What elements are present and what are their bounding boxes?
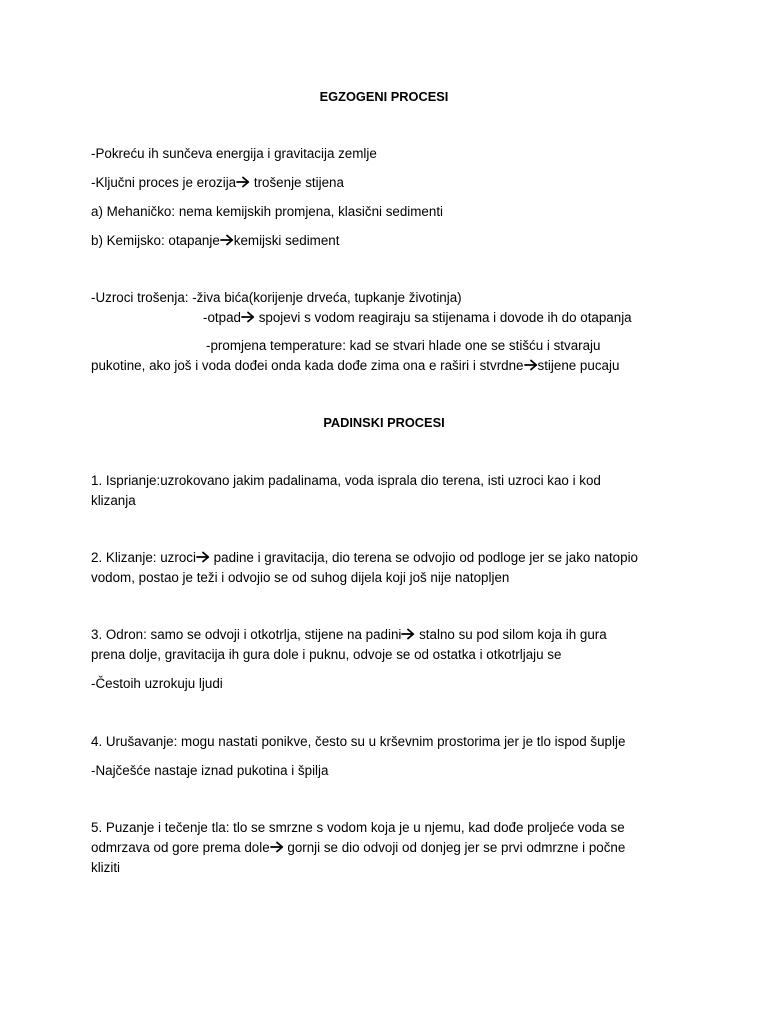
- pad-5-text-a: odmrzava od gore prema dole: [91, 840, 270, 855]
- egz-line-2-text-b: trošenje stijena: [250, 175, 344, 190]
- pad-1-line-2: klizanja: [91, 493, 136, 508]
- pad-3-line-2: prena dolje, gravitacija ih gura dole i puknu, odvoje se od ostatka i otkotrljaju se: [91, 647, 562, 662]
- right-arrow-icon: [220, 234, 234, 246]
- egz-line-2-text-a: -Ključni proces je erozija: [91, 175, 237, 190]
- pad-3-text-a: 3. Odron: samo se odvoji i otkotrlja, stijene na padini: [91, 627, 402, 642]
- right-arrow-icon: [196, 551, 210, 563]
- pad-2-text-a: 2. Klizanje: uzroci: [91, 550, 196, 565]
- egz-line-5: -Uzroci trošenja: -živa bića(korijenje drveća, tupkanje životinja): [91, 290, 462, 305]
- pad-5-line-2: [91, 840, 625, 856]
- egz-line-3: a) Mehaničko: nema kemijskih promjena, klasični sedimenti: [91, 204, 444, 219]
- right-arrow-icon: [401, 628, 415, 640]
- right-arrow-icon: [236, 176, 250, 188]
- pad-1-line-1: 1. Isprianje:uzrokovano jakim padalinama, voda isprala dio terena, isti uzroci kao i kod: [91, 473, 601, 488]
- pad-5-text-b: gornji se dio odvoji od donjeg jer se prvi odmrzne i počne: [283, 840, 626, 855]
- right-arrow-icon: [524, 359, 538, 371]
- right-arrow-icon: [270, 841, 284, 853]
- egz-line-2: [91, 175, 344, 191]
- pad-5-line-3: kliziti: [91, 860, 121, 875]
- egz-line-7: -promjena temperature: kad se stvari hlade one se stišću i stvaraju: [206, 338, 601, 353]
- heading-egzogeni-procesi: EGZOGENI PROCESI: [319, 89, 449, 104]
- right-arrow-icon: [241, 311, 255, 323]
- pad-3-line-3: -Čestoih uzrokuju ljudi: [91, 676, 223, 691]
- egz-line-4-text-b: kemijski sediment: [233, 233, 340, 248]
- egz-line-6-text-a: -otpad: [203, 310, 241, 325]
- pad-5-line-1: 5. Puzanje i tečenje tla: tlo se smrzne s vodom koja je u njemu, kad dođe proljeće voda se: [91, 820, 625, 835]
- heading-padinski-procesi: PADINSKI PROCESI: [323, 415, 445, 430]
- egz-line-1: -Pokreću ih sunčeva energija i gravitacija zemlje: [91, 146, 377, 161]
- pad-3-line-1: [91, 627, 607, 643]
- pad-2-line-1: [91, 550, 638, 566]
- pad-4-line-1: 4. Urušavanje: mogu nastati ponikve, često su u krševnim prostorima jer je tlo ispod šuplje: [91, 734, 626, 749]
- pad-2-text-b: padine i gravitacija, dio terena se odvojio od podloge jer se jako natopio: [209, 550, 638, 565]
- egz-line-6-text-b: spojevi s vodom reagiraju sa stijenama i dovode ih do otapanja: [254, 310, 632, 325]
- pad-2-line-2: vodom, postao je teži i odvojio se od suhog dijela koji još nije natopljen: [91, 570, 510, 585]
- pad-3-text-b: stalno su pod silom koja ih gura: [415, 627, 607, 642]
- egz-line-4: [91, 233, 339, 249]
- egz-line-6: [203, 310, 632, 326]
- egz-line-4-text-a: b) Kemijsko: otapanje: [91, 233, 220, 248]
- egz-line-8-text-a: pukotine, ako još i voda dođei onda kada dođe zima ona e raširi i stvrdne: [91, 358, 524, 373]
- egz-line-8-text-b: stijene pucaju: [537, 358, 620, 373]
- egz-line-8: [91, 358, 619, 374]
- pad-4-line-2: -Najčešće nastaje iznad pukotina i špilja: [91, 763, 329, 778]
